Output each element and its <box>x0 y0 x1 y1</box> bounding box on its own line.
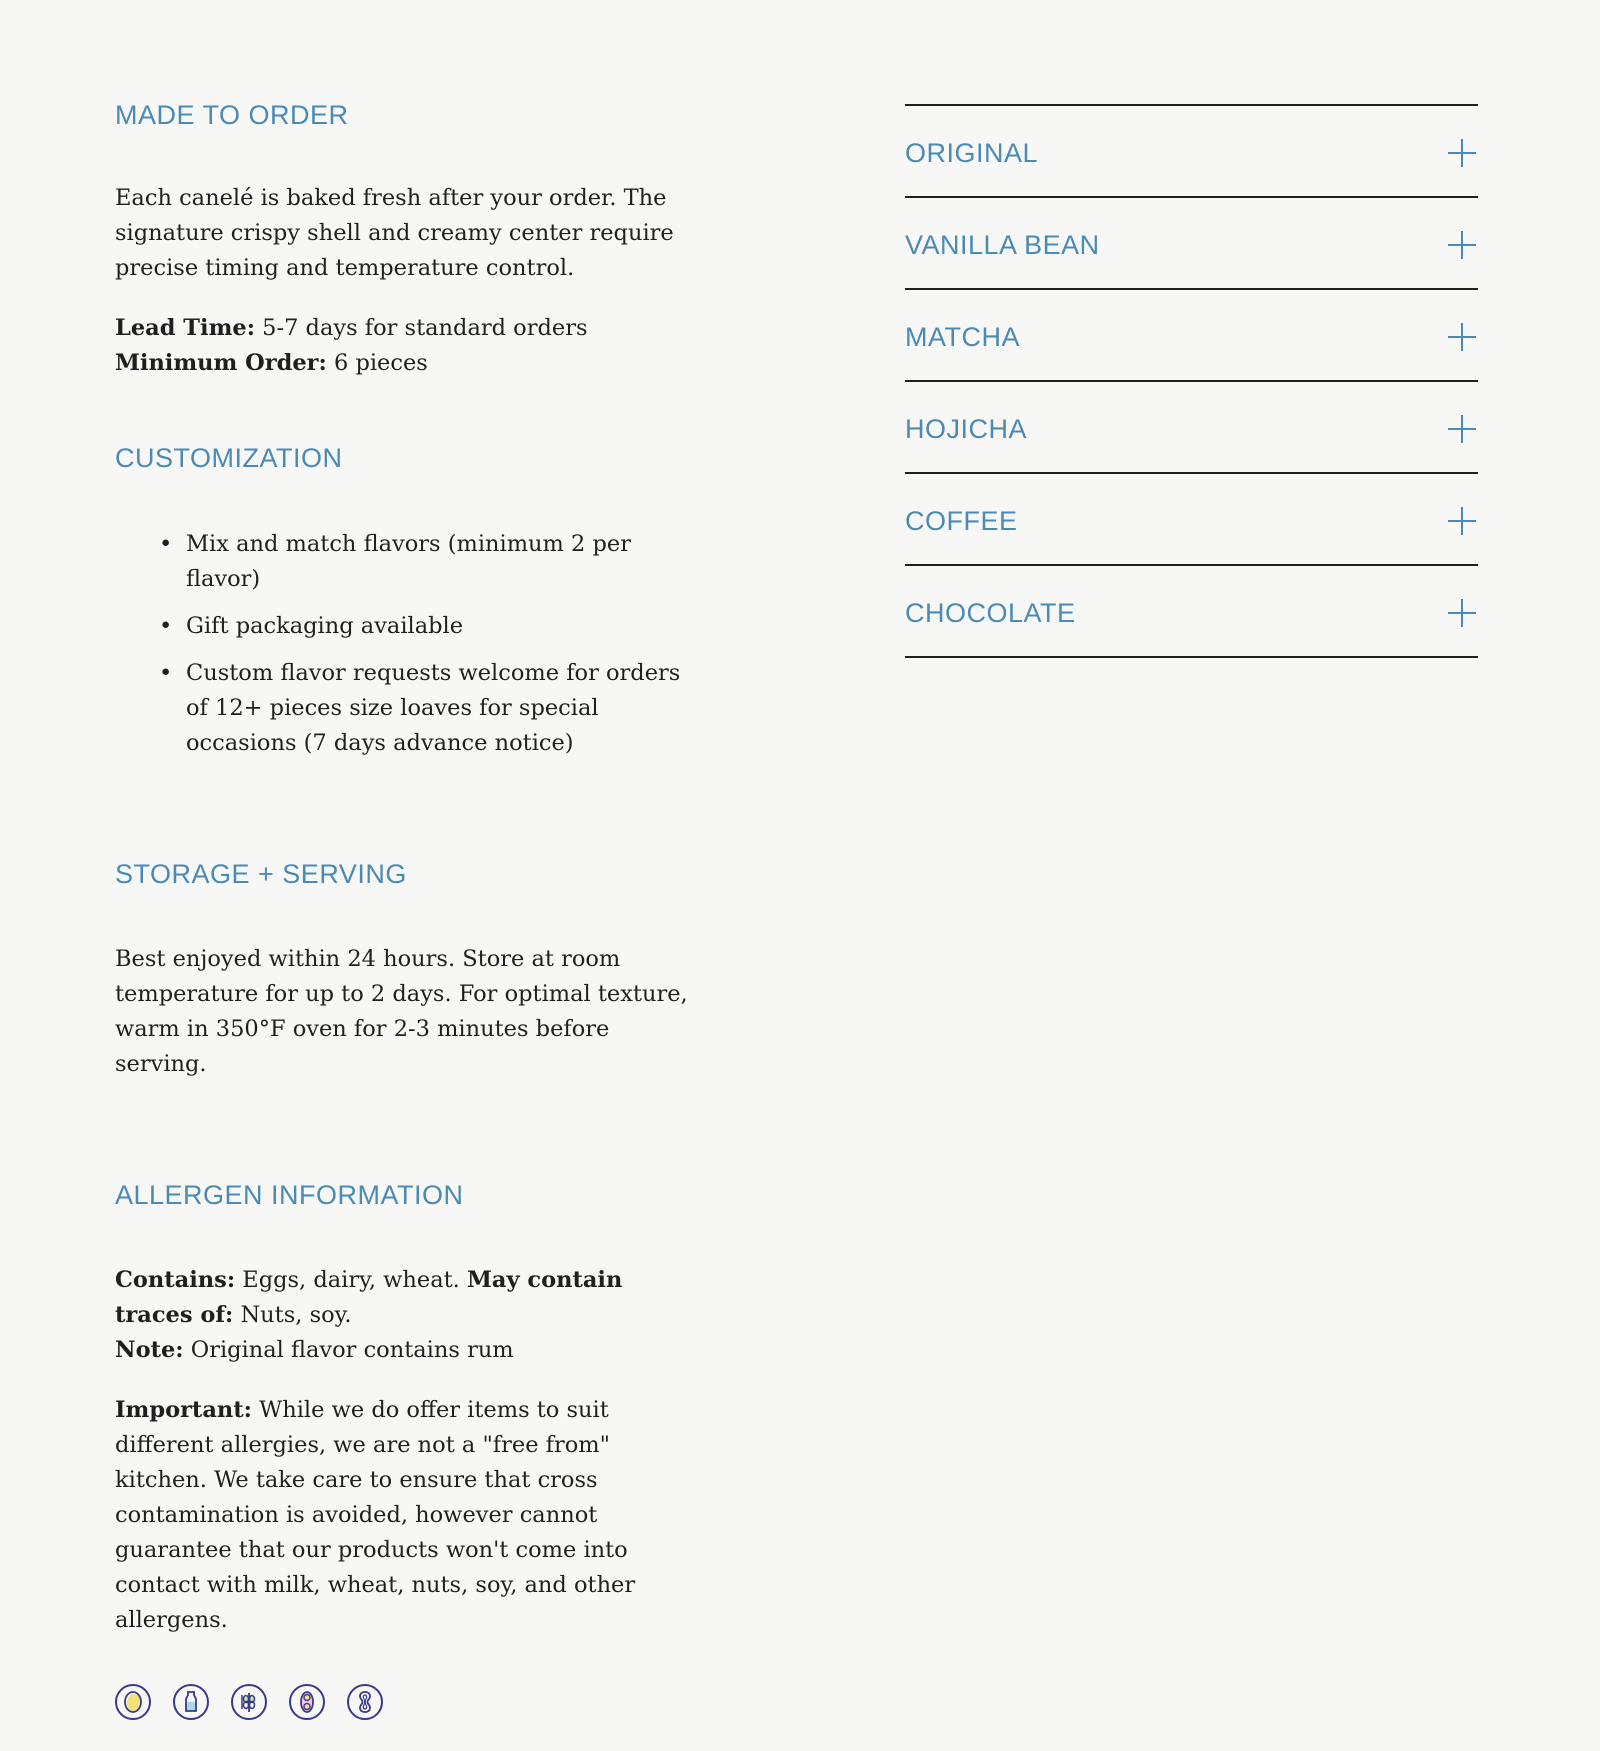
important-value: While we do offer items to suit different allergies, we are not a "free from" kitchen. We take care to ensure that cross contamination is avoided, however cannot guarantee that our products won't come into contact with milk, wheat, nuts, soy, and other allergens. <box>115 1397 636 1633</box>
note-value: Original flavor contains rum <box>183 1337 514 1363</box>
made-to-order-heading: MADE TO ORDER <box>115 100 349 130</box>
accordion-item-chocolate[interactable] <box>905 564 1478 658</box>
traces-label: May contain traces of: <box>115 1267 623 1328</box>
accordion-item-original[interactable] <box>905 104 1478 196</box>
plus-icon[interactable] <box>1448 415 1476 443</box>
accordion-item-hojicha[interactable] <box>905 380 1478 472</box>
milk-icon <box>173 1684 209 1720</box>
customization-heading: CUSTOMIZATION <box>115 443 343 473</box>
plus-icon[interactable] <box>1448 507 1476 535</box>
accordion-label: HOJICHA <box>905 413 1028 444</box>
accordion-item-coffee[interactable] <box>905 472 1478 564</box>
accordion-item-vanilla-bean[interactable] <box>905 196 1478 288</box>
plus-icon[interactable] <box>1448 323 1476 351</box>
accordion-label: MATCHA <box>905 321 1020 352</box>
note-label: Note: <box>115 1337 184 1363</box>
flavor-accordion <box>905 104 1478 658</box>
lead-time-value: 5-7 days for standard orders <box>255 315 588 341</box>
allergen-heading: ALLERGEN INFORMATION <box>115 1180 464 1210</box>
list-item: • Custom flavor requests welcome for orders of 12+ pieces size loaves for special occasions (7 days advance notice) <box>115 656 705 761</box>
important-label: Important: <box>115 1397 252 1423</box>
made-to-order-description: Each canelé is baked fresh after your order. The signature crispy shell and creamy center require precise timing and temperature control. <box>115 185 674 281</box>
customization-list <box>115 527 705 761</box>
order-info <box>115 311 705 381</box>
accordion-label: VANILLA BEAN <box>905 229 1100 260</box>
accordion-label: COFFEE <box>905 505 1018 536</box>
accordion-label: CHOCOLATE <box>905 597 1076 628</box>
lead-time-label: Lead Time: <box>115 315 255 341</box>
list-item: • Gift packaging available <box>115 609 705 644</box>
storage-text: Best enjoyed within 24 hours. Store at room temperature for up to 2 days. For optimal texture, warm in 350°F oven for 2-3 minutes before serving. <box>115 946 688 1077</box>
wheat-icon <box>231 1684 267 1720</box>
min-order-value: 6 pieces <box>326 350 428 376</box>
allergen-icons <box>115 1684 705 1720</box>
allergen-important <box>115 1393 705 1638</box>
info-column <box>115 100 705 1720</box>
allergen-contains <box>115 1263 705 1368</box>
traces-value: Nuts, soy. <box>233 1302 352 1328</box>
plus-icon[interactable] <box>1448 599 1476 627</box>
storage-heading: STORAGE + SERVING <box>115 859 407 889</box>
plus-icon[interactable] <box>1448 139 1476 167</box>
list-item: • Mix and match flavors (minimum 2 per flavor) <box>115 527 705 597</box>
contains-label: Contains: <box>115 1267 236 1293</box>
egg-icon <box>115 1684 151 1720</box>
contains-value: Eggs, dairy, wheat. <box>235 1267 467 1293</box>
min-order-label: Minimum Order: <box>115 350 327 376</box>
plus-icon[interactable] <box>1448 231 1476 259</box>
accordion-label: ORIGINAL <box>905 137 1039 168</box>
soy-icon <box>289 1684 325 1720</box>
peanut-icon <box>347 1684 383 1720</box>
accordion-item-matcha[interactable] <box>905 288 1478 380</box>
